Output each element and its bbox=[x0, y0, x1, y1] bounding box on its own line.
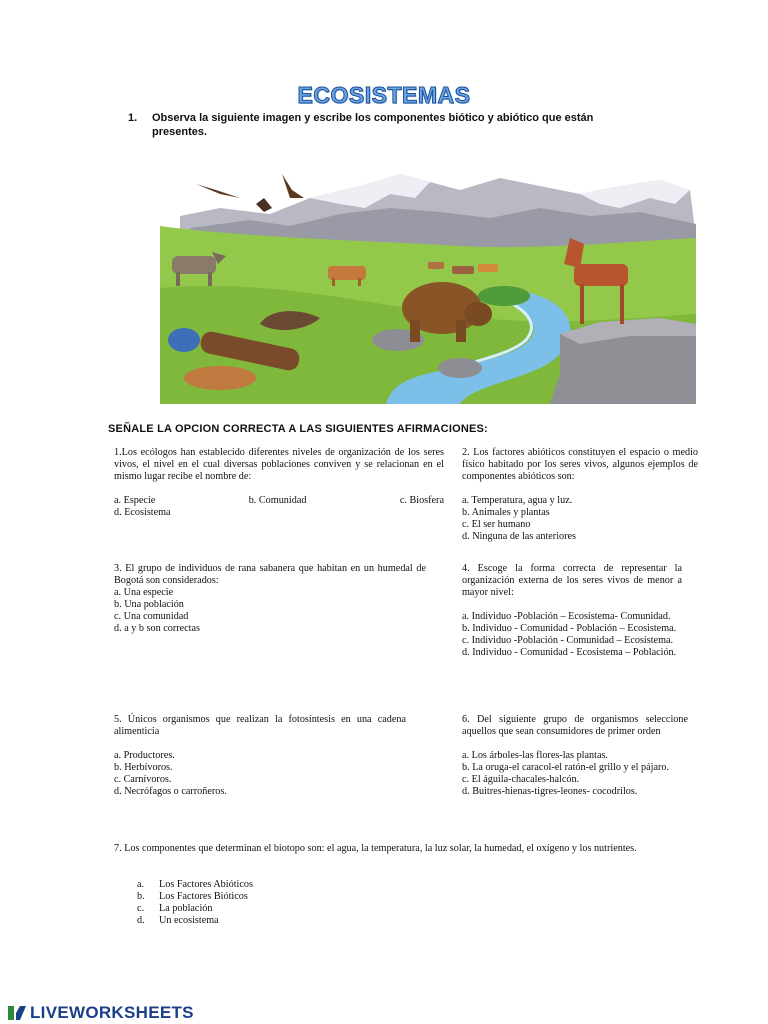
question-3 bbox=[114, 563, 426, 635]
eagle-left-icon bbox=[196, 184, 240, 198]
ecosystem-illustration bbox=[160, 168, 696, 404]
question-6-stem: 6. Del siguiente grupo de organismos seleccione aquellos que sean consumidores de primer orden bbox=[462, 714, 688, 737]
question-5-option-d[interactable]: d. Necrófagos o carroñeros. bbox=[114, 786, 227, 797]
question-6-option-a[interactable]: a. Los árboles-las flores-las plantas. bbox=[462, 750, 608, 761]
question-2-option-b[interactable]: b. Animales y plantas bbox=[462, 507, 550, 518]
question-2-option-c[interactable]: c. El ser humano bbox=[462, 519, 531, 530]
question-7-option-a[interactable]: a. Los Factores Abióticos bbox=[137, 879, 253, 890]
liveworksheets-logo-icon bbox=[6, 1003, 28, 1023]
question-7-option-b[interactable]: b. Los Factores Bióticos bbox=[137, 891, 248, 902]
question-1-option-c[interactable]: c. Biosfera bbox=[399, 495, 444, 506]
question-4-stem: 4. Escoge la forma correcta de representar la organización externa de los seres vivos de menor a mayor nivel: bbox=[462, 563, 682, 598]
question-1 bbox=[114, 447, 444, 519]
question-2-option-d[interactable]: d. Ninguna de las anteriores bbox=[462, 531, 577, 542]
question-4-option-b[interactable]: b. Individuo - Comunidad - Población – Ecosistema. bbox=[462, 623, 677, 634]
question-7 bbox=[114, 843, 690, 855]
question-2 bbox=[462, 447, 698, 543]
mushrooms bbox=[184, 366, 256, 390]
question-7-option-d[interactable]: d. Un ecosistema bbox=[137, 915, 219, 926]
instruction-text: Observa la siguiente imagen y escribe los componentes biótico y abiótico que están presentes. bbox=[152, 112, 594, 138]
question-4-option-d[interactable]: d. Individuo - Comunidad - Ecosistema – Población. bbox=[462, 647, 677, 658]
question-1-option-d[interactable]: d. Ecosistema bbox=[114, 507, 171, 518]
instruction bbox=[128, 111, 648, 139]
instruction-number: 1. bbox=[128, 112, 138, 124]
question-1-option-a[interactable]: a. Especie bbox=[114, 495, 156, 506]
section-heading: SEÑALE LA OPCION CORRECTA A LAS SIGUIENTES AFIRMACIONES: bbox=[108, 423, 488, 435]
question-4-option-a[interactable]: a. Individuo -Población – Ecosistema- Comunidad. bbox=[462, 611, 671, 622]
question-6-option-d[interactable]: d. Buitres-hienas-tigres-leones- cocodrilos. bbox=[462, 786, 638, 797]
question-3-option-c[interactable]: c. Una comunidad bbox=[114, 611, 189, 622]
eagle-right-icon bbox=[282, 174, 304, 198]
rock-center bbox=[438, 358, 482, 378]
question-3-option-b[interactable]: b. Una población bbox=[114, 599, 184, 610]
question-2-stem: 2. Los factores abióticos constituyen el espacio o medio físico habitado por los seres vivos, algunos ejemplos de componentes abióticos son: bbox=[462, 447, 698, 482]
question-5-option-c[interactable]: c. Carnívoros. bbox=[114, 774, 172, 785]
question-4 bbox=[462, 563, 682, 659]
eagle-center-icon bbox=[256, 198, 272, 212]
question-7-options bbox=[137, 879, 253, 927]
question-3-option-d[interactable]: d. a y b son correctas bbox=[114, 623, 200, 634]
question-7-stem: 7. Los componentes que determinan el biotopo son: el agua, la temperatura, la luz solar, la humedad, el oxígeno y los nutrientes. bbox=[114, 843, 637, 854]
question-5 bbox=[114, 714, 406, 798]
question-5-option-b[interactable]: b. Herbívoros. bbox=[114, 762, 173, 773]
question-7-option-c[interactable]: c. La población bbox=[137, 903, 213, 914]
liveworksheets-logo bbox=[6, 1003, 194, 1023]
question-1-option-b[interactable]: b. Comunidad bbox=[248, 495, 307, 506]
blue-flowers bbox=[168, 328, 200, 352]
question-3-stem: 3. El grupo de individuos de rana sabanera que habitan en un humedal de Bogotá son considerados: bbox=[114, 563, 426, 586]
question-6 bbox=[462, 714, 688, 798]
question-3-option-a[interactable]: a. Una especie bbox=[114, 587, 174, 598]
question-6-option-c[interactable]: c. El águila-chacales-halcón. bbox=[462, 774, 580, 785]
page-title: ECOSISTEMAS bbox=[297, 82, 471, 108]
question-5-option-a[interactable]: a. Productores. bbox=[114, 750, 175, 761]
question-2-option-a[interactable]: a. Temperatura, agua y luz. bbox=[462, 495, 573, 506]
question-1-stem: 1.Los ecólogos han establecido diferentes niveles de organización de los seres vivos, el nivel en el cual diversas poblaciones conviven y se relacionan en el mismo lugar recibe el nombre de: bbox=[114, 447, 444, 482]
question-5-stem: 5. Únicos organismos que realizan la fotosíntesis en una cadena alimenticia bbox=[114, 714, 406, 737]
green-bush bbox=[478, 286, 530, 306]
question-6-option-b[interactable]: b. La oruga-el caracol-el ratón-el grillo y el pájaro. bbox=[462, 762, 670, 773]
liveworksheets-brand: LIVEWORKSHEETS bbox=[30, 1003, 194, 1022]
question-4-option-c[interactable]: c. Individuo -Población - Comunidad – Ecosistema. bbox=[462, 635, 674, 646]
